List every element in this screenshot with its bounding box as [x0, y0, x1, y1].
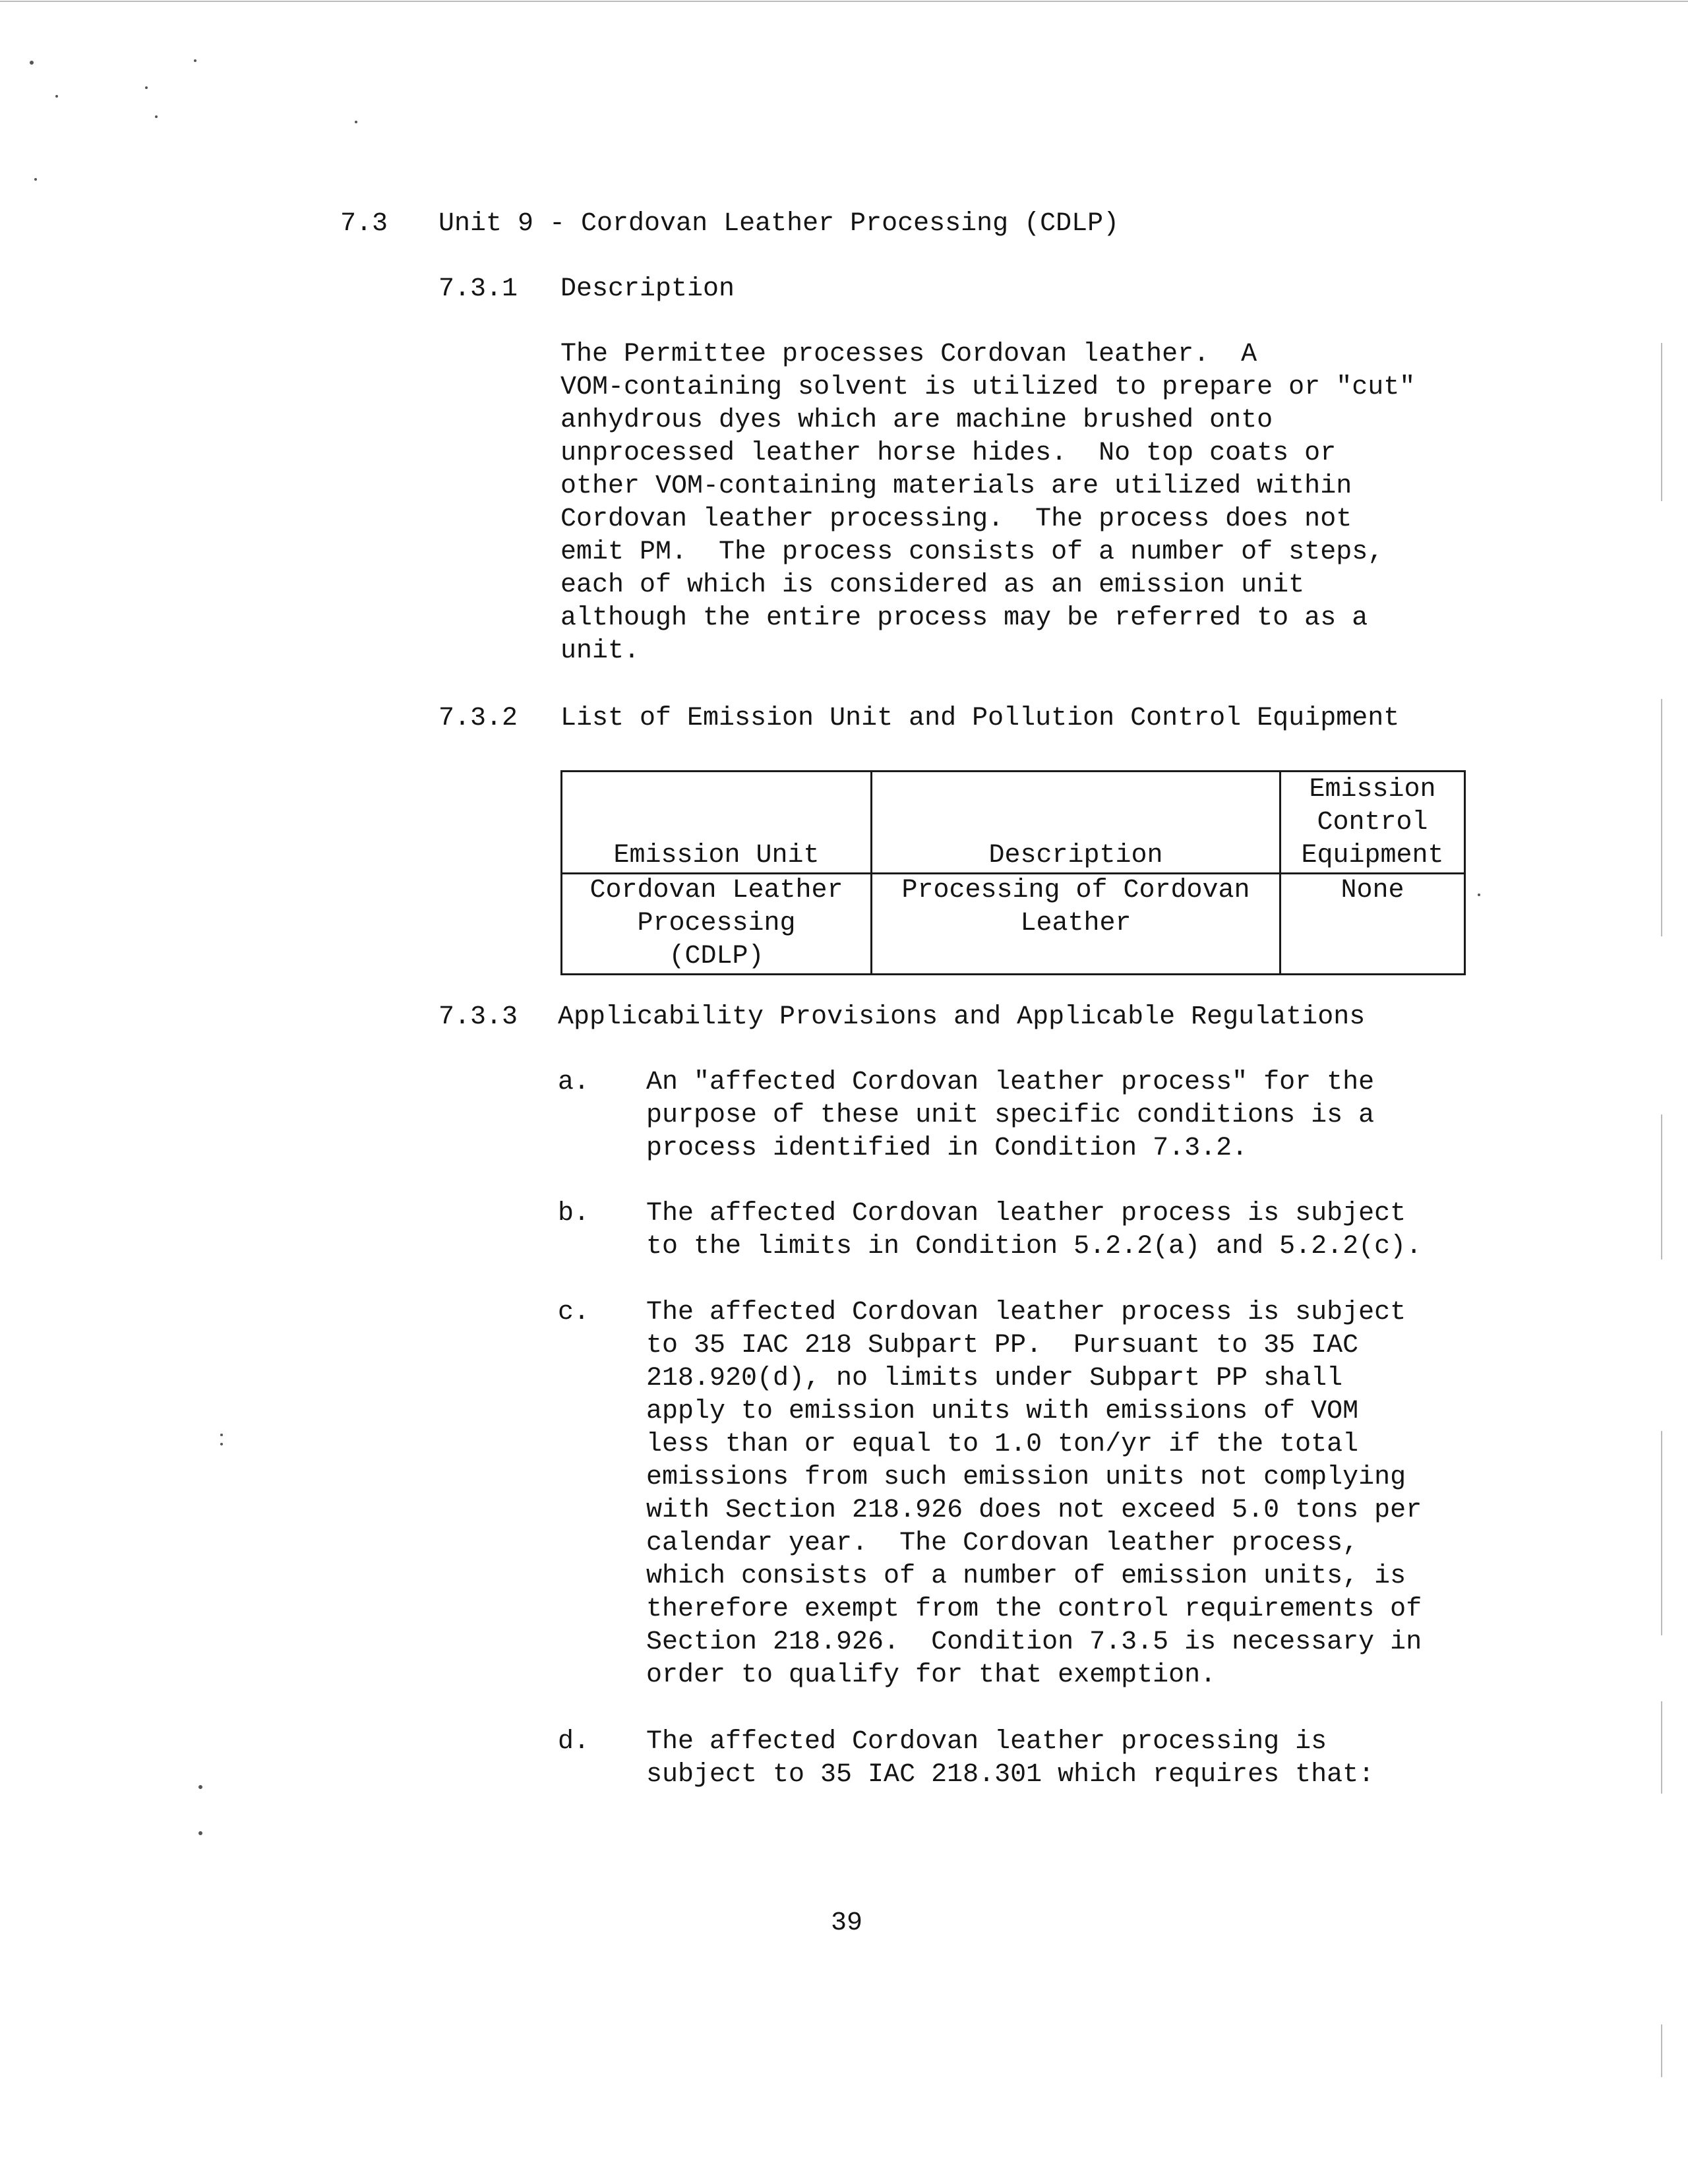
- paragraph-line: each of which is considered as an emission unit: [560, 570, 1305, 600]
- item-letter: a.: [558, 1068, 590, 1097]
- paragraph-line: unprocessed leather horse hides. No top coats or: [560, 439, 1337, 468]
- section-number: 7.3: [340, 209, 388, 239]
- item-line: An "affected Cordovan leather process" for the: [646, 1068, 1375, 1097]
- item-line: less than or equal to 1.0 ton/yr if the total: [646, 1430, 1359, 1459]
- subsection-number-applicability: 7.3.3: [438, 1002, 518, 1032]
- item-line: 218.920(d), no limits under Subpart PP shall: [646, 1364, 1343, 1393]
- paragraph-line: other VOM-containing materials are utilized within: [560, 471, 1352, 501]
- subsection-title-applicability: Applicability Provisions and Applicable Regulations: [558, 1002, 1366, 1032]
- item-letter: b.: [558, 1199, 590, 1228]
- header-emission-unit: Emission Unit: [562, 772, 872, 874]
- item-line: The affected Cordovan leather process is subject: [646, 1199, 1406, 1228]
- item-line: Section 218.926. Condition 7.3.5 is necessary in: [646, 1627, 1422, 1657]
- subsection-number-equipment-list: 7.3.2: [438, 704, 518, 733]
- item-line: process identified in Condition 7.3.2.: [646, 1134, 1248, 1163]
- subsection-number-description: 7.3.1: [438, 274, 518, 304]
- item-line: therefore exempt from the control requirements of: [646, 1594, 1422, 1624]
- item-line: purpose of these unit specific conditions is a: [646, 1101, 1375, 1130]
- item-line: to 35 IAC 218 Subpart PP. Pursuant to 35 IAC: [646, 1331, 1359, 1360]
- subsection-title-description: Description: [560, 274, 735, 304]
- item-line: calendar year. The Cordovan leather process,: [646, 1529, 1359, 1558]
- item-line: to the limits in Condition 5.2.2(a) and 5.2.2(c).: [646, 1232, 1422, 1261]
- item-letter: c.: [558, 1298, 590, 1327]
- section-title: Unit 9 - Cordovan Leather Processing (CDLP): [438, 209, 1120, 239]
- cell-description: Processing of Cordovan Leather: [872, 874, 1281, 975]
- subsection-title-equipment-list: List of Emission Unit and Pollution Control Equipment: [560, 704, 1400, 733]
- paragraph-line: Cordovan leather processing. The process does not: [560, 504, 1352, 534]
- item-line: with Section 218.926 does not exceed 5.0 tons per: [646, 1496, 1422, 1525]
- item-line: The affected Cordovan leather process is subject: [646, 1298, 1406, 1327]
- cell-emission-unit: Cordovan Leather Processing (CDLP): [562, 874, 872, 975]
- item-letter: d.: [558, 1727, 590, 1757]
- cell-control-equipment: None: [1281, 874, 1465, 975]
- paragraph-line: VOM-containing solvent is utilized to prepare or "cut": [560, 373, 1416, 402]
- paragraph-line: anhydrous dyes which are machine brushed onto: [560, 406, 1273, 435]
- paragraph-line: The Permittee processes Cordovan leather. A: [560, 340, 1257, 369]
- header-emission-control-equipment: Emission Control Equipment: [1281, 772, 1465, 874]
- header-description: Description: [872, 772, 1281, 874]
- item-line: which consists of a number of emission units, is: [646, 1562, 1406, 1591]
- item-line: emissions from such emission units not complying: [646, 1463, 1406, 1492]
- item-line: The affected Cordovan leather processing is: [646, 1727, 1327, 1757]
- paragraph-line: although the entire process may be referred to as a: [560, 603, 1368, 633]
- page-number: 39: [831, 1908, 863, 1938]
- paragraph-line: emit PM. The process consists of a number of steps,: [560, 537, 1384, 567]
- item-line: order to qualify for that exemption.: [646, 1660, 1217, 1690]
- paragraph-line: unit.: [560, 636, 640, 666]
- item-line: subject to 35 IAC 218.301 which requires that:: [646, 1760, 1375, 1790]
- item-line: apply to emission units with emissions of VOM: [646, 1397, 1359, 1426]
